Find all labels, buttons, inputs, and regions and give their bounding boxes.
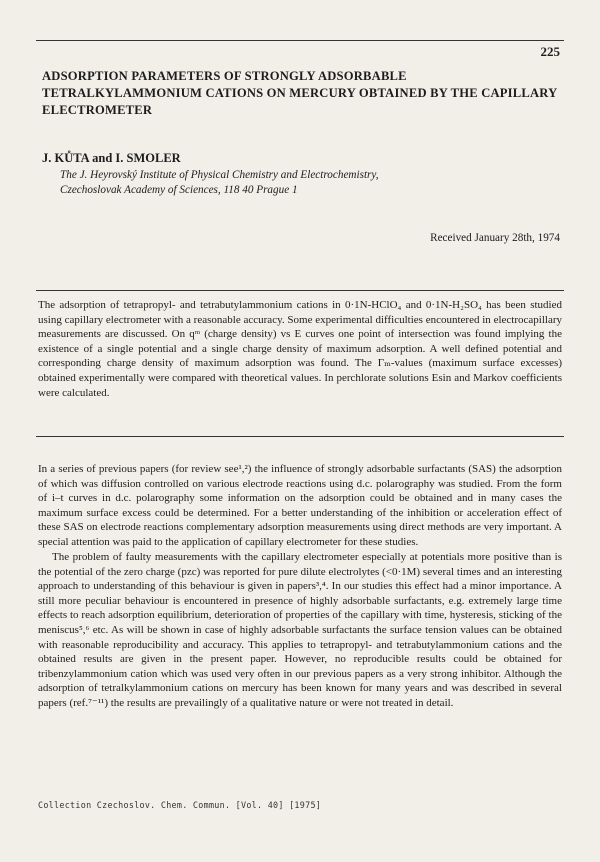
abstract-bottom-rule — [36, 436, 564, 437]
abstract-text: The adsorption of tetrapropyl- and tetrabutylammonium cations in 0·1N-HClO₄ and 0·1N-H₂SO₄ has been studied using capillary electrometer with a reasonable accuracy. Some experimental difficulties encountered in electrocapillary measurements are discussed. On qᵐ (charge density) vs E curves one point of intersection was found implying the existence of a single potential and a single charge density of maximum adsorption. A well defined potential and corresponding charge density of maximum adsorption was found. The Γₘ-values (maximum surface excesses) obtained experimentally were compared with theoretical values. In perchlorate solutions Esin and Markov coefficients were calculated. — [38, 299, 562, 399]
header-rule — [36, 40, 564, 41]
journal-citation-footer: Collection Czechoslov. Chem. Commun. [Vol. 40] [1975] — [38, 800, 322, 810]
body-paragraph: In a series of previous papers (for review see¹,²) the influence of strongly adsorbable surfactants (SAS) the adsorption of which was diffusion controlled on various electrode reactions using d.c. polarography was studied. From the form of i–t curves in d.c. polarography some information on the adsorption could be obtained and in many cases the maximum surface excess could be determined. For a better understanding of the inhibition or acceleration effect of these SAS on electrode reactions complementary adsorption measurements using direct methods are very important. A special attention was paid to the application of capillary electrometer for these studies. — [38, 463, 562, 548]
affiliation-line-2: Czechoslovak Academy of Sciences, 118 40 Prague 1 — [60, 183, 298, 196]
page-number: 225 — [540, 44, 560, 59]
received-date: Received January 28th, 1974 — [430, 232, 560, 244]
body-paragraph: The problem of faulty measurements with the capillary electrometer especially at potentials more positive than is the potential of the zero charge (pzc) was reported for pure dilute electrolytes (<0·1M) several times and an interesting approach to understanding of this behaviour is given in papers³,⁴. In our studies this effect had a minor importance. A still more peculiar behaviour is encountered in presence of highly adsorbable surfactants, e.g. extremely large time effects to reach adsorption equilibrium, deterioration of properties of the capillary with time, hysteresis, sticking of the meniscus⁵,⁶ etc. As will be shown in case of highly adsorbable surfactants the surface tension values can be obtained with reasonable reproducibility and accuracy. This applies to tetrapropyl- and tetrabutylammonium cations and the obtained results are given in the present paper. However, no reproducible results could be obtained for tribenzylammonium cation which was used very often in our previous papers as a very strong inhibitor. Although the adsorption of tetralkylammonium cations on mercury has been known for many years and was described in several papers (ref.⁷⁻¹¹) the results are prevailingly of a qualitative nature or were not treated in detail. — [38, 551, 562, 709]
article-body — [38, 462, 562, 710]
article-authors: J. KŮTA and I. SMOLER — [42, 151, 181, 165]
author-affiliation — [60, 168, 520, 197]
affiliation-line-1: The J. Heyrovský Institute of Physical Chemistry and Electrochemistry, — [60, 169, 379, 181]
abstract-top-rule — [36, 290, 564, 291]
article-title: ADSORPTION PARAMETERS OF STRONGLY ADSORBABLE TETRALKYLAMMONIUM CATIONS ON MERCURY OBTAINED BY THE CAPILLARY ELECTROMETER — [42, 69, 557, 117]
